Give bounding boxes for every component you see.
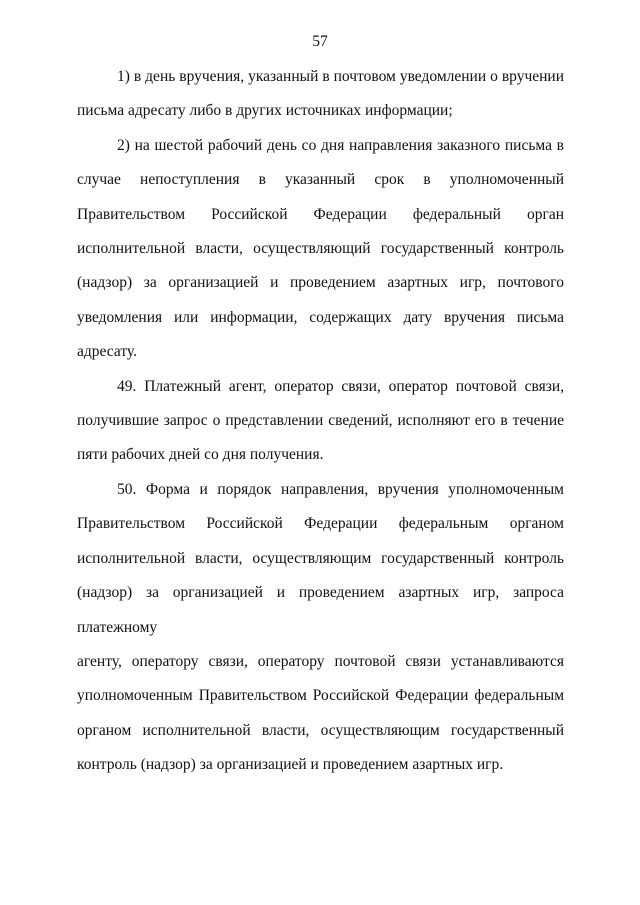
- paragraph-1: [77, 60, 564, 129]
- document-body: [77, 60, 564, 783]
- paragraph-line: получившие запрос о представлении сведений, исполняют его в течение: [77, 412, 564, 430]
- paragraph-line: органом исполнительной власти, осуществляющим государственный: [77, 721, 564, 739]
- paragraph-line: уведомления или информации, содержащих дату вручения письма: [77, 308, 564, 326]
- paragraph-line: контроль (надзор) за организацией и проведением азартных игр.: [77, 756, 504, 774]
- paragraph-line: Правительством Российской Федерации федеральным органом: [77, 515, 564, 533]
- paragraph-line: пяти рабочих дней со дня получения.: [77, 446, 324, 464]
- paragraph-3: [77, 370, 564, 473]
- paragraph-line: исполнительной власти, осуществляющим государственный контроль: [77, 549, 564, 567]
- paragraph-line: (надзор) за организацией и проведением азартных игр, запроса платежному: [77, 584, 564, 636]
- paragraph-line: письма адресату либо в других источниках информации;: [77, 102, 453, 120]
- paragraph-line: уполномоченным Правительством Российской Федерации федеральным: [77, 687, 564, 705]
- paragraph-line: 50. Форма и порядок направления, вручения уполномоченным: [117, 480, 564, 498]
- paragraph-line: адресату.: [77, 343, 137, 361]
- paragraph-4: [77, 473, 564, 783]
- paragraph-line: Правительством Российской Федерации федеральный орган: [77, 205, 564, 223]
- paragraph-line: (надзор) за организацией и проведением азартных игр, почтового: [77, 274, 564, 292]
- paragraph-line: 1) в день вручения, указанный в почтовом уведомлении о вручении: [117, 68, 564, 85]
- paragraph-line: 2) на шестой рабочий день со дня направления заказного письма в: [117, 136, 564, 154]
- paragraph-line: случае непоступления в указанный срок в уполномоченный: [77, 171, 564, 189]
- paragraph-line: 49. Платежный агент, оператор связи, оператор почтовой связи,: [117, 377, 564, 395]
- paragraph-2: [77, 129, 564, 370]
- paragraph-line: агенту, оператору связи, оператору почтовой связи устанавливаются: [77, 652, 564, 670]
- page-number: 57: [312, 33, 328, 50]
- paragraph-line: исполнительной власти, осуществляющий государственный контроль: [77, 240, 564, 258]
